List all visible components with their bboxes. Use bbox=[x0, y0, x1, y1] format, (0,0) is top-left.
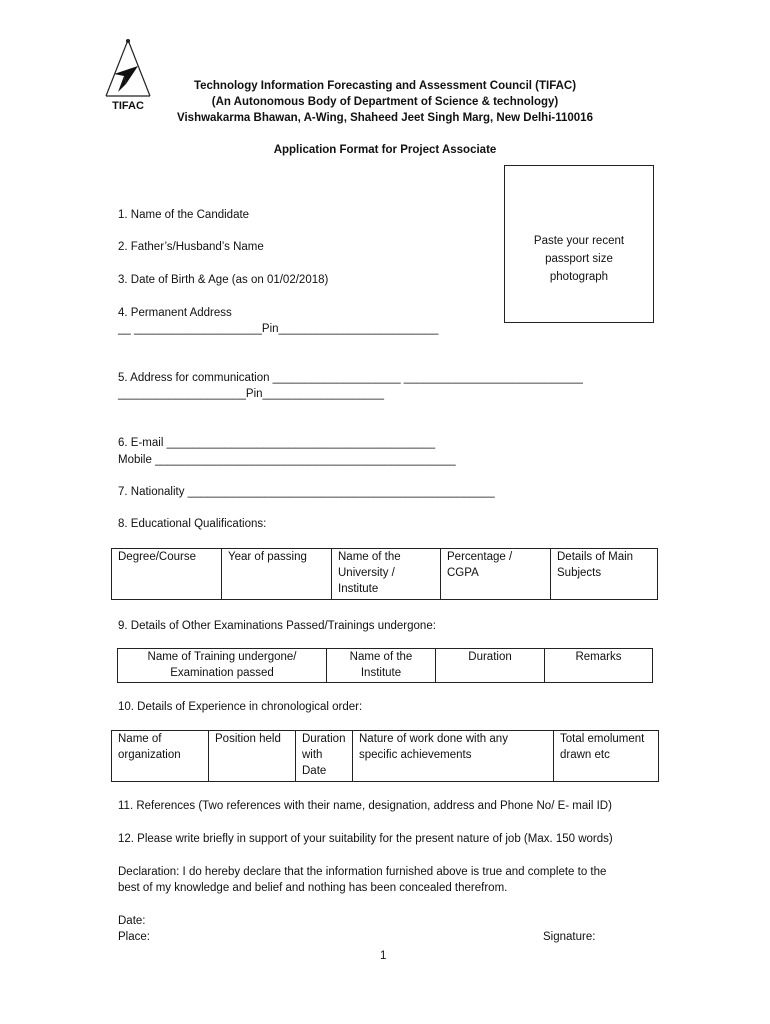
tifac-logo-icon bbox=[102, 38, 154, 114]
header-line-3: Vishwakarma Bhawan, A-Wing, Shaheed Jeet Singh Marg, New Delhi-110016 bbox=[177, 112, 593, 124]
exp-header-nature-of-work: Nature of work done with any specific achievements bbox=[353, 731, 554, 782]
field-mobile: Mobile _______________________________________________ bbox=[118, 454, 456, 466]
photo-box-line-1: Paste your recent bbox=[533, 235, 625, 247]
photo-box bbox=[504, 165, 654, 323]
education-table bbox=[111, 548, 658, 600]
experience-table bbox=[111, 730, 659, 782]
declaration-line-1: Declaration: I do hereby declare that the information furnished above is true and complete to the bbox=[118, 866, 607, 878]
edu-header-percentage: Percentage / CGPA bbox=[441, 549, 551, 600]
header-line-1: Technology Information Forecasting and Assessment Council (TIFAC) bbox=[193, 80, 577, 92]
exp-header-organization: Name of organization bbox=[112, 731, 209, 782]
logo-text: TIFAC bbox=[112, 100, 144, 112]
edu-header-subjects: Details of Main Subjects bbox=[551, 549, 658, 600]
photo-box-line-2: passport size bbox=[545, 253, 613, 265]
table-row bbox=[118, 649, 653, 683]
table-row bbox=[112, 549, 658, 600]
communication-address-line: ____________________Pin___________________ bbox=[118, 388, 385, 400]
footer-signature: Signature: bbox=[543, 931, 596, 943]
training-header-name: Name of Training undergone/ Examination passed bbox=[118, 649, 327, 683]
field-communication-address: 5. Address for communication ____________________ ____________________________ bbox=[118, 372, 583, 384]
page-number: 1 bbox=[380, 950, 387, 962]
field-nationality: 7. Nationality ________________________________________________ bbox=[118, 486, 495, 498]
training-header-institute: Name of the Institute bbox=[327, 649, 436, 683]
field-experience: 10. Details of Experience in chronological order: bbox=[118, 701, 363, 713]
declaration-line-2: best of my knowledge and belief and nothing has been concealed therefrom. bbox=[118, 882, 508, 894]
edu-header-year: Year of passing bbox=[222, 549, 332, 600]
training-table bbox=[117, 648, 653, 683]
header-line-2: (An Autonomous Body of Department of Science & technology) bbox=[211, 96, 559, 108]
edu-header-degree: Degree/Course bbox=[112, 549, 222, 600]
training-header-remarks: Remarks bbox=[545, 649, 653, 683]
exp-header-position: Position held bbox=[209, 731, 296, 782]
field-father-husband-name: 2. Father’s/Husband’s Name bbox=[118, 241, 264, 253]
field-permanent-address: 4. Permanent Address bbox=[118, 307, 232, 319]
field-date-of-birth: 3. Date of Birth & Age (as on 01/02/2018) bbox=[118, 274, 329, 286]
training-header-duration: Duration bbox=[436, 649, 545, 683]
exp-header-emolument: Total emolument drawn etc bbox=[554, 731, 659, 782]
permanent-address-line: __ ____________________Pin_________________________ bbox=[118, 323, 439, 335]
table-row bbox=[112, 731, 659, 782]
field-email: 6. E-mail __________________________________________ bbox=[118, 437, 436, 449]
exp-header-duration: Duration with Date bbox=[296, 731, 353, 782]
field-suitability: 12. Please write briefly in support of your suitability for the present nature of job (Max. 150 words) bbox=[118, 833, 613, 845]
tifac-logo bbox=[102, 38, 154, 114]
footer-date: Date: bbox=[118, 915, 146, 927]
edu-header-university: Name of the University / Institute bbox=[332, 549, 441, 600]
photo-box-line-3: photograph bbox=[549, 271, 609, 283]
field-other-examinations: 9. Details of Other Examinations Passed/Trainings undergone: bbox=[118, 620, 436, 632]
field-candidate-name: 1. Name of the Candidate bbox=[118, 209, 250, 221]
field-educational-qualifications: 8. Educational Qualifications: bbox=[118, 518, 267, 530]
form-title: Application Format for Project Associate bbox=[273, 144, 497, 156]
footer-place: Place: bbox=[118, 931, 150, 943]
field-references: 11. References (Two references with their name, designation, address and Phone No/ E- mail ID) bbox=[118, 800, 612, 812]
